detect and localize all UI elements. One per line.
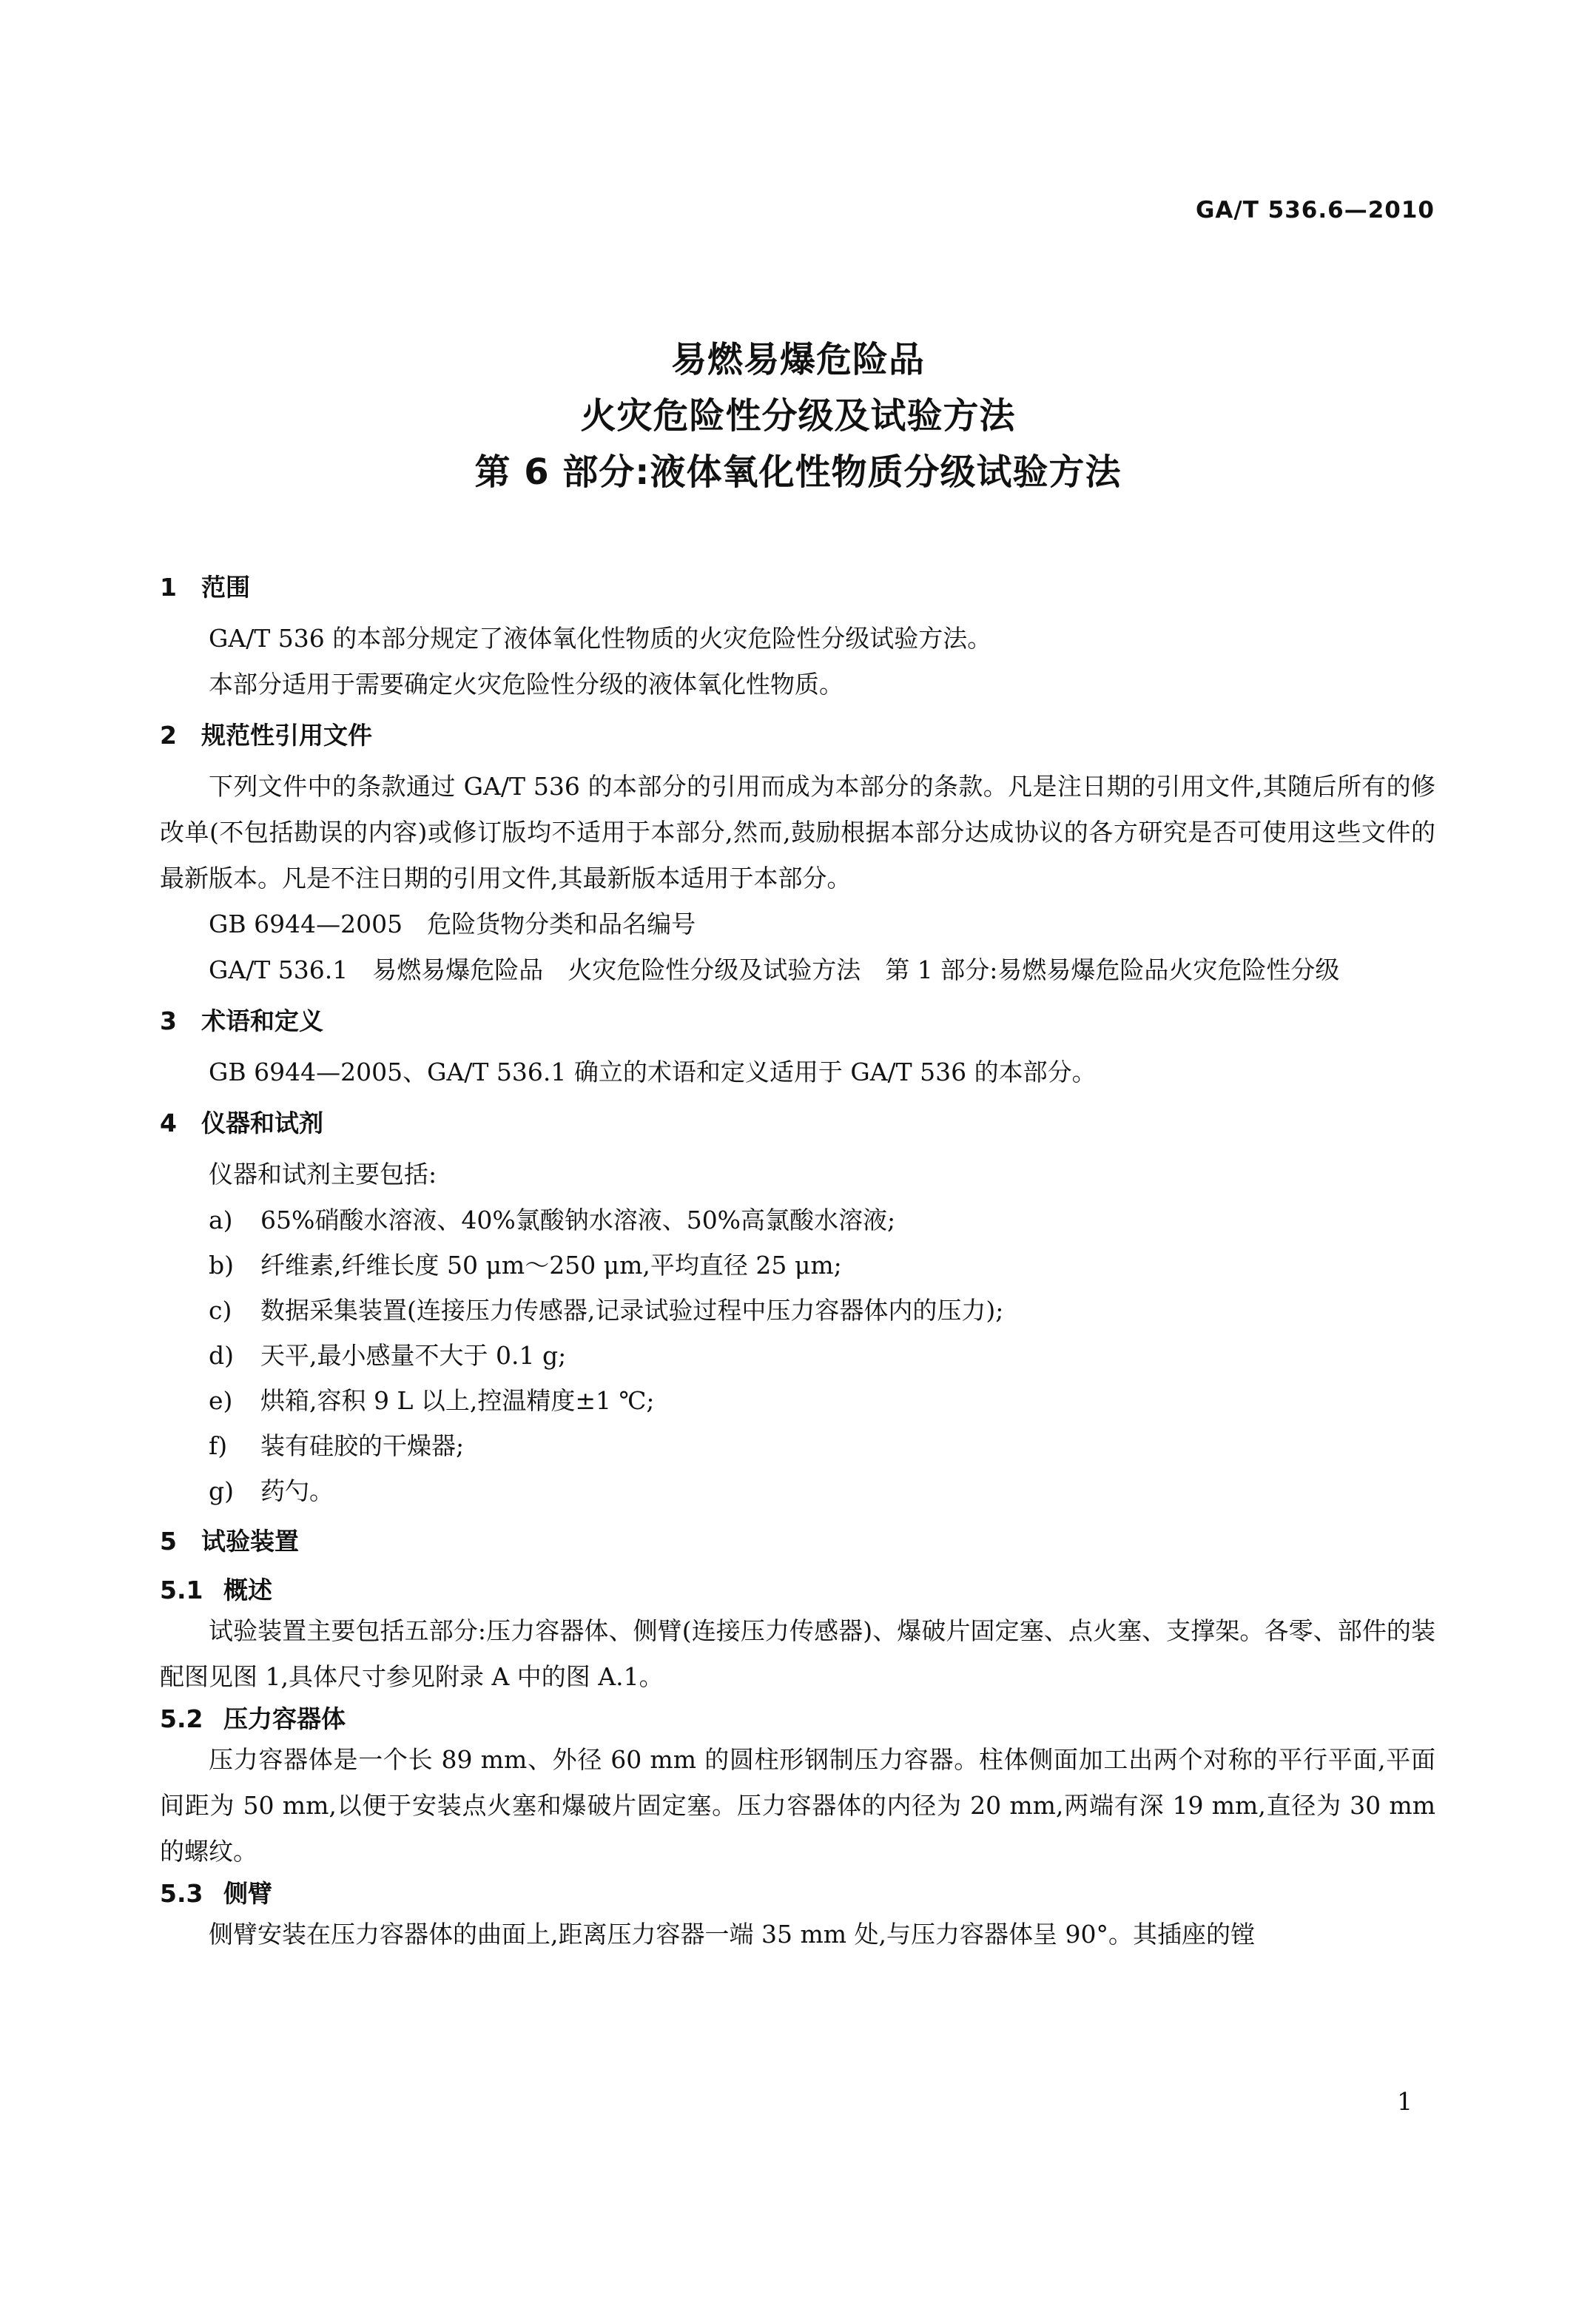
- page-number: 1: [1397, 2087, 1413, 2116]
- paragraph: GB 6944—2005、GA/T 536.1 确立的术语和定义适用于 GA/T 536 的本部分。: [209, 1058, 1097, 1086]
- subsection-title: 概述: [223, 1576, 272, 1604]
- paragraph: GA/T 536 的本部分规定了液体氧化性物质的火灾危险性分级试验方法。: [209, 624, 992, 653]
- document-body: [160, 570, 1435, 1957]
- list-intro: 仪器和试剂主要包括:: [209, 1160, 437, 1189]
- list-marker: a): [209, 1206, 233, 1234]
- subsection-title: 侧臂: [223, 1879, 272, 1908]
- paragraph: 试验装置主要包括五部分:压力容器体、侧臂(连接压力传感器)、爆破片固定塞、点火塞、支撑架。各零、部件的装配图见图 1,具体尺寸参见附录 A 中的图 A.1。: [160, 1616, 1435, 1691]
- section-title: 范围: [201, 573, 250, 602]
- section-2-heading: [160, 718, 1435, 753]
- section-number: 1: [160, 573, 177, 602]
- list-item: [160, 1288, 1435, 1333]
- reagent-list: [160, 1197, 1435, 1513]
- list-item: [160, 1243, 1435, 1288]
- title-line-2: 火灾危险性分级及试验方法: [580, 395, 1016, 437]
- list-marker: b): [209, 1251, 234, 1280]
- normative-reference: GA/T 536.1 易燃易爆危险品 火灾危险性分级及试验方法 第 1 部分:易燃易爆危险品火灾危险性分级: [209, 955, 1340, 984]
- section-5-heading: [160, 1524, 1435, 1559]
- list-item-text: 纤维素,纤维长度 50 μm～250 μm,平均直径 25 μm;: [260, 1251, 842, 1280]
- section-title: 试验装置: [201, 1527, 299, 1556]
- subsection-number: 5.3: [160, 1879, 203, 1908]
- section-4-heading: [160, 1106, 1435, 1141]
- section-title: 仪器和试剂: [201, 1109, 323, 1137]
- subsection-5-1-heading: [160, 1573, 1435, 1608]
- list-item: [160, 1333, 1435, 1378]
- paragraph: 压力容器体是一个长 89 mm、外径 60 mm 的圆柱形钢制压力容器。柱体侧面加工出两个对称的平行平面,平面间距为 50 mm,以便于安装点火塞和爆破片固定塞。压力容器体的内径为 20 mm,两端有深 19 mm,直径为 30 mm 的螺纹。: [160, 1745, 1435, 1866]
- list-item-text: 烘箱,容积 9 L 以上,控温精度±1 ℃;: [260, 1386, 655, 1415]
- document-title: [0, 332, 1596, 500]
- section-number: 5: [160, 1527, 177, 1556]
- subsection-number: 5.2: [160, 1704, 203, 1733]
- list-item-text: 天平,最小感量不大于 0.1 g;: [260, 1341, 567, 1370]
- subsection-title: 压力容器体: [223, 1704, 346, 1733]
- section-number: 2: [160, 721, 177, 750]
- list-marker: f): [209, 1431, 228, 1460]
- list-item-text: 数据采集装置(连接压力传感器,记录试验过程中压力容器体内的压力);: [260, 1296, 1004, 1325]
- section-title: 术语和定义: [201, 1006, 323, 1035]
- list-marker: c): [209, 1296, 232, 1325]
- section-number: 4: [160, 1109, 177, 1137]
- list-item: [160, 1423, 1435, 1468]
- list-marker: g): [209, 1476, 234, 1505]
- list-marker: d): [209, 1341, 234, 1370]
- section-3-heading: [160, 1004, 1435, 1039]
- section-number: 3: [160, 1006, 177, 1035]
- list-item-text: 65%硝酸水溶液、40%氯酸钠水溶液、50%高氯酸水溶液;: [260, 1206, 896, 1234]
- subsection-5-3-heading: [160, 1876, 1435, 1912]
- list-item-text: 药勺。: [260, 1476, 334, 1505]
- subsection-5-2-heading: [160, 1701, 1435, 1737]
- list-item: [160, 1468, 1435, 1513]
- list-item-text: 装有硅胶的干燥器;: [260, 1431, 465, 1460]
- subsection-number: 5.1: [160, 1576, 203, 1604]
- title-line-3: 第 6 部分:液体氧化性物质分级试验方法: [474, 451, 1122, 493]
- standard-code: GA/T 536.6—2010: [1195, 197, 1435, 223]
- list-item: [160, 1197, 1435, 1243]
- paragraph: 本部分适用于需要确定火灾危险性分级的液体氧化性物质。: [209, 670, 844, 699]
- section-1-heading: [160, 570, 1435, 605]
- section-title: 规范性引用文件: [201, 721, 372, 750]
- list-item: [160, 1378, 1435, 1423]
- list-marker: e): [209, 1386, 233, 1415]
- normative-reference: GB 6944—2005 危险货物分类和品名编号: [209, 910, 696, 938]
- title-line-1: 易燃易爆危险品: [670, 339, 925, 380]
- paragraph: 侧臂安装在压力容器体的曲面上,距离压力容器一端 35 mm 处,与压力容器体呈 90°。其插座的镗: [209, 1920, 1256, 1949]
- paragraph: 下列文件中的条款通过 GA/T 536 的本部分的引用而成为本部分的条款。凡是注日期的引用文件,其随后所有的修改单(不包括勘误的内容)或修订版均不适用于本部分,然而,鼓励根据本部分达成协议的各方研究是否可使用这些文件的最新版本。凡是不注日期的引用文件,其最新版本适用于本部分。: [160, 772, 1435, 893]
